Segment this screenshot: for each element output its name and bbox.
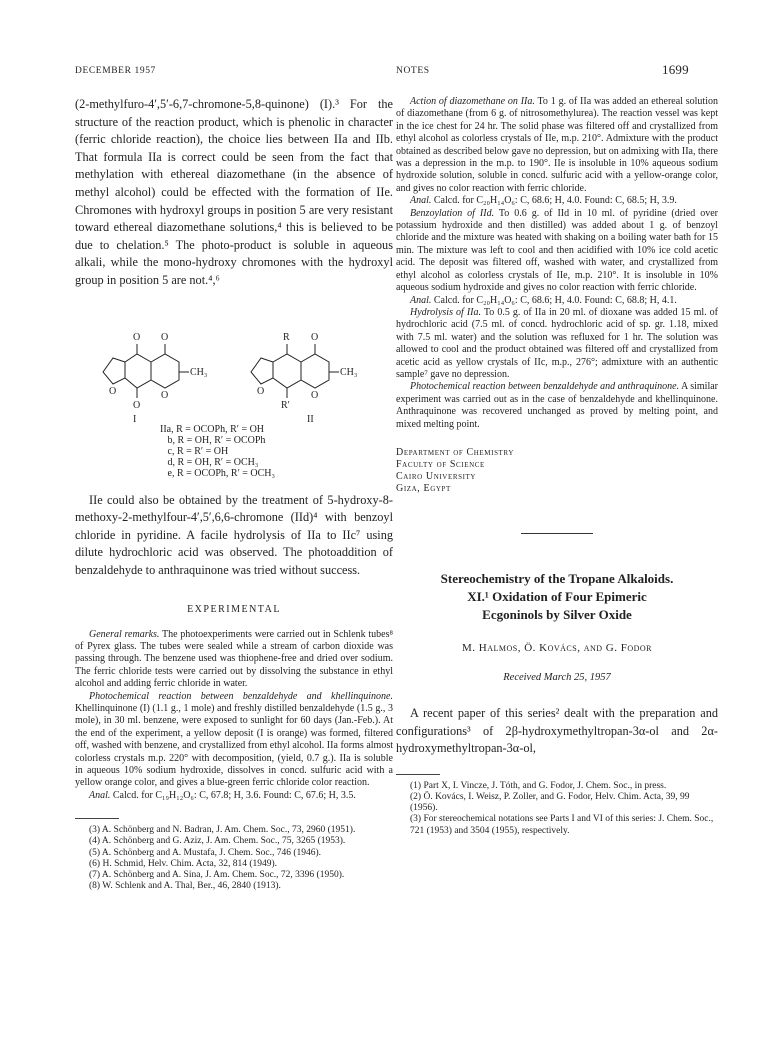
structure-I-pyrone-ring [151, 354, 179, 388]
article-title-line-3: Ecgoninols by Silver Oxide [482, 606, 632, 622]
running-head-date: DECEMBER 1957 [75, 66, 156, 76]
affiliation-address [396, 447, 718, 495]
structure-I-furan-oxygen: O [109, 385, 117, 397]
diazomethane-action [396, 96, 718, 195]
body-paragraph-2: IIe could also be obtained by the treatment of 5-hydroxy-8-methoxy-2-methylfour-4′,5′,6,6-chromone (IId)⁴ with benzoyl chloride in pyridine. A facile hydrolysis of IIa to IIc⁷ using dilute hydrochloric acid was observed. The photoaddition of benzaldehyde to anthraquinone was tried without success. [75, 492, 393, 577]
compound-IId: d, R = OH, R′ = OCH₃ [160, 457, 259, 469]
structure-II-R: R [283, 331, 290, 343]
analysis-1 [75, 790, 393, 802]
page-number: 1699 [662, 62, 689, 77]
structure-I-oxygen-bottom: O [133, 399, 141, 411]
structure-I-oxygen-top-1: O [133, 331, 141, 343]
footnote-3-right: (3) For stereochemical notations see Parts I and VI of this series: J. Chem. Soc., 721 (1953) and 3504 (1955), respectively. [410, 814, 714, 836]
structure-II-furan-oxygen: O [257, 385, 265, 397]
address-line-1: Department of Chemistry [396, 446, 514, 458]
benzoylation-text: To 0.6 g. of IId in 10 ml. of pyridine (dried over potassium hydroxide and then distilled) was added about 1 g. of benzoyl chloride and the mixture was heated with shaking on a boiling water bath for 15 min. The mixture was left to cool and then acidified with 10% ice cold acetic acid. The deposit was filtered off, washed with water, and crystallized from ethyl alcohol as colorless crystals of IIe, m.p. 210°. It is insoluble in 10% aqueous sodium hydroxide and gives no color reaction with ferric chloride. [396, 207, 718, 294]
diazomethane-text: To 1 g. of IIa was added an ethereal solution of diazomethane (from 6 g. of nitrosomethylurea). The reaction vessel was kept in the ice chest for 24 hr. The solid phase was filtered off and crystallized from ethyl alcohol as colorless crystals of IIe, m.p. 210°. Admixture with the product obtained as described below gave no depression, but on admixing with IIa, there was a depression in the m.p. to 190°. IIe is insoluble in 10% aqueous sodium hydroxide solution, soluble in concd. sulfuric acid with a yellow-orange color, and gives no color reaction with ferric chloride. [396, 96, 718, 194]
general-remarks-text: The photoexperiments were carried out in Schlenk tubes⁸ of Pyrex glass. The tubes were sealed while a stream of carbon dioxide was passing through. The benzene used was thiophene-free and dried over sodium. The ferric chloride tests were carried out by dissolving the substance in ethyl alcohol and adding ferric chloride in water. [75, 628, 393, 690]
footnote-1: (1) Part X, I. Vincze, J. Tóth, and G. Fodor, J. Chem. Soc., in press. [410, 780, 667, 791]
general-remarks [75, 629, 393, 691]
analysis-2 [396, 195, 718, 207]
right-column [396, 96, 718, 837]
article-title-line-1: Stereochemistry of the Tropane Alkaloids. [440, 570, 674, 586]
analysis-1-title: Anal. [89, 789, 111, 801]
footnote-rule-right [396, 774, 440, 775]
article-title [396, 570, 718, 624]
general-remarks-title: General remarks. [89, 628, 160, 640]
hydrolysis [396, 307, 718, 381]
structure-II-methyl: CH₃ [340, 366, 358, 378]
running-head-section: NOTES [396, 66, 430, 76]
photo-reaction-title: Photochemical reaction between benzaldehyde and khellinquinone. [89, 690, 393, 702]
structure-II-benzene-ring [273, 354, 301, 388]
photo-reaction [75, 691, 393, 790]
structure-II-furan-ring [251, 358, 273, 384]
compound-list [160, 424, 393, 480]
compound-IIb: b, R = OH, R′ = OCOPh [160, 434, 266, 446]
analysis-3-text: Calcd. for C₂₀H₁₄O₆: C, 68.6; H, 4.0. Found: C, 68.8; H, 4.1. [431, 294, 677, 306]
footnote-6: (6) H. Schmid, Helv. Chim. Acta, 32, 814 (1949). [89, 858, 278, 869]
structure-figure [75, 302, 393, 422]
structure-I-oxygen-top-2: O [161, 331, 169, 343]
footnote-8: (8) W. Schlenk and A. Thal, Ber., 46, 2840 (1913). [89, 881, 281, 892]
structure-I-furan-ring [103, 358, 125, 384]
article-divider [521, 533, 593, 534]
compound-IIe: e, R = OCOPh, R′ = OCH₃ [160, 468, 276, 480]
address-line-2: Faculty of Science [396, 458, 485, 470]
experimental-text [75, 629, 393, 803]
chemical-structures [75, 302, 393, 422]
footnotes-left [75, 825, 393, 892]
anthraquinone-title: Photochemical reaction between benzaldehyde and anthraquinone. [410, 381, 680, 393]
received-date: Received March 25, 1957 [503, 671, 611, 683]
address-line-4: Giza, Egypt [396, 482, 451, 494]
structure-II-R-prime: R′ [281, 399, 290, 411]
structure-I-methyl: CH₃ [190, 366, 208, 378]
left-column [75, 96, 393, 892]
anthraquinone-reaction [396, 381, 718, 431]
analysis-1-text: Calcd. for C₁₉H₁₂O₆: C, 67.8; H, 3.6. Found: C, 67.6; H, 3.5. [110, 789, 356, 801]
analysis-2-title: Anal. [410, 195, 432, 207]
address-line-3: Cairo University [396, 470, 477, 482]
hydrolysis-text: To 0.5 g. of IIa in 20 ml. of dioxane was added 15 ml. of hydrochloric acid (7.5 ml. of concd. hydrochloric acid of sp. gr. 1.18, mixed with 7.5 ml. water) and the solution was refluxed for 1 hr. The solution was allowed to cool and the product obtained was filtered off and crystallized from acetic acid as yellow crystals of IIc, m.p., 276°; admixture with an authentic sample⁷ gave no depression. [396, 306, 718, 380]
footnote-5: (5) A. Schönberg and A. Mustafa, J. Chem. Soc., 746 (1946). [89, 847, 322, 858]
footnote-4: (4) A. Schönberg and G. Aziz, J. Am. Chem. Soc., 75, 3265 (1953). [89, 836, 346, 847]
analysis-3 [396, 295, 718, 307]
compound-IIc: c, R = R′ = OH [160, 445, 229, 457]
compound-IIa: IIa, R = OCOPh, R′ = OH [160, 423, 265, 435]
structure-II-pyran-oxygen: O [311, 389, 319, 401]
article-title-line-2: XI.¹ Oxidation of Four Epimeric [467, 588, 647, 604]
analysis-3-title: Anal. [410, 294, 432, 306]
structure-II-oxygen-top: O [311, 331, 319, 343]
experimental-continued [396, 96, 718, 431]
structure-II-pyrone-ring [301, 354, 329, 388]
experimental-heading: EXPERIMENTAL [187, 603, 281, 615]
footnotes-right [396, 781, 718, 837]
benzoylation-title: Benzoylation of IId. [410, 207, 495, 219]
benzoylation [396, 208, 718, 295]
footnote-3: (3) A. Schönberg and N. Badran, J. Am. Chem. Soc., 73, 2960 (1951). [89, 825, 356, 836]
structure-I-quinone-ring [125, 354, 151, 388]
structure-II-label: II [307, 413, 314, 422]
footnote-2: (2) Ö. Kovács, I. Weisz, P. Zoller, and G. Fodor, Helv. Chim. Acta, 39, 99 (1956). [410, 791, 690, 814]
photo-reaction-text: Khellinquinone (I) (1.1 g., 1 mole) and freshly distilled benzaldehyde (1.5 g., 3 mole), in 30 ml. benzene, were exposed to sunlight for 60 days (Jan.-Feb.). At the end of the experiment, a yellow deposit (I is orange) was formed, filtered off, washed with benzene, and crystallized from ethyl alcohol. IIa forms almost colorless crystals m.p. 220° with decomposition, (yield, 0.7 g.). IIa is soluble in aqueous 10% sodium hydroxide, dissolves in concd. sulfuric acid with a yellow orange color, and gives a blue-green ferric chloride color reaction. [75, 702, 393, 789]
diazomethane-title: Action of diazomethane on IIa. [410, 96, 535, 107]
body-paragraph-1: (2-methylfuro-4′,5′-6,7-chromone-5,8-quinone) (I).³ For the structure of the reaction product, which is phenolic in character (ferric chloride reaction), the choice lies between IIa and IIb. That formula IIa is correct could be seen from the fact that methylation with ethereal diazomethane (in the absence of methyl alcohol) could be effected with the formation of IIe. Chromones with hydroxyl groups in position 5 are very resistant toward ethereal diazomethane solutions,⁴ this is believed to be due to chelation.⁵ The photo-product is soluble in aqueous alkali, while the mono-hydroxy chromones with the hydroxyl group in position 5 are not.⁴,⁶ [75, 97, 393, 287]
footnote-rule-left [75, 818, 119, 819]
intro-paragraph: A recent paper of this series² dealt with the preparation and configurations³ of 2β-hydroxymethyltropan-3α-ol and 2α-hydroxymethyltropan-3α-ol, [396, 705, 718, 756]
structure-I-pyran-oxygen: O [161, 389, 169, 401]
hydrolysis-title: Hydrolysis of IIa. [410, 306, 481, 318]
analysis-2-text: Calcd. for C₂₀H₁₄O₆: C, 68.6; H, 4.0. Found: C, 68.5; H, 3.9. [431, 195, 677, 207]
footnote-7: (7) A. Schönberg and A. Sina, J. Am. Chem. Soc., 72, 3396 (1950). [89, 870, 345, 881]
anthraquinone-text: A similar experiment was carried out as in the case of benzaldehyde and khellinquinone. Anthraquinone was recovered unchanged as proved by melting point, and mixed melting point. [396, 381, 718, 430]
article-authors: M. Halmos, Ö. Kovács, and G. Fodor [461, 641, 653, 654]
structure-I-label: I [133, 413, 137, 422]
